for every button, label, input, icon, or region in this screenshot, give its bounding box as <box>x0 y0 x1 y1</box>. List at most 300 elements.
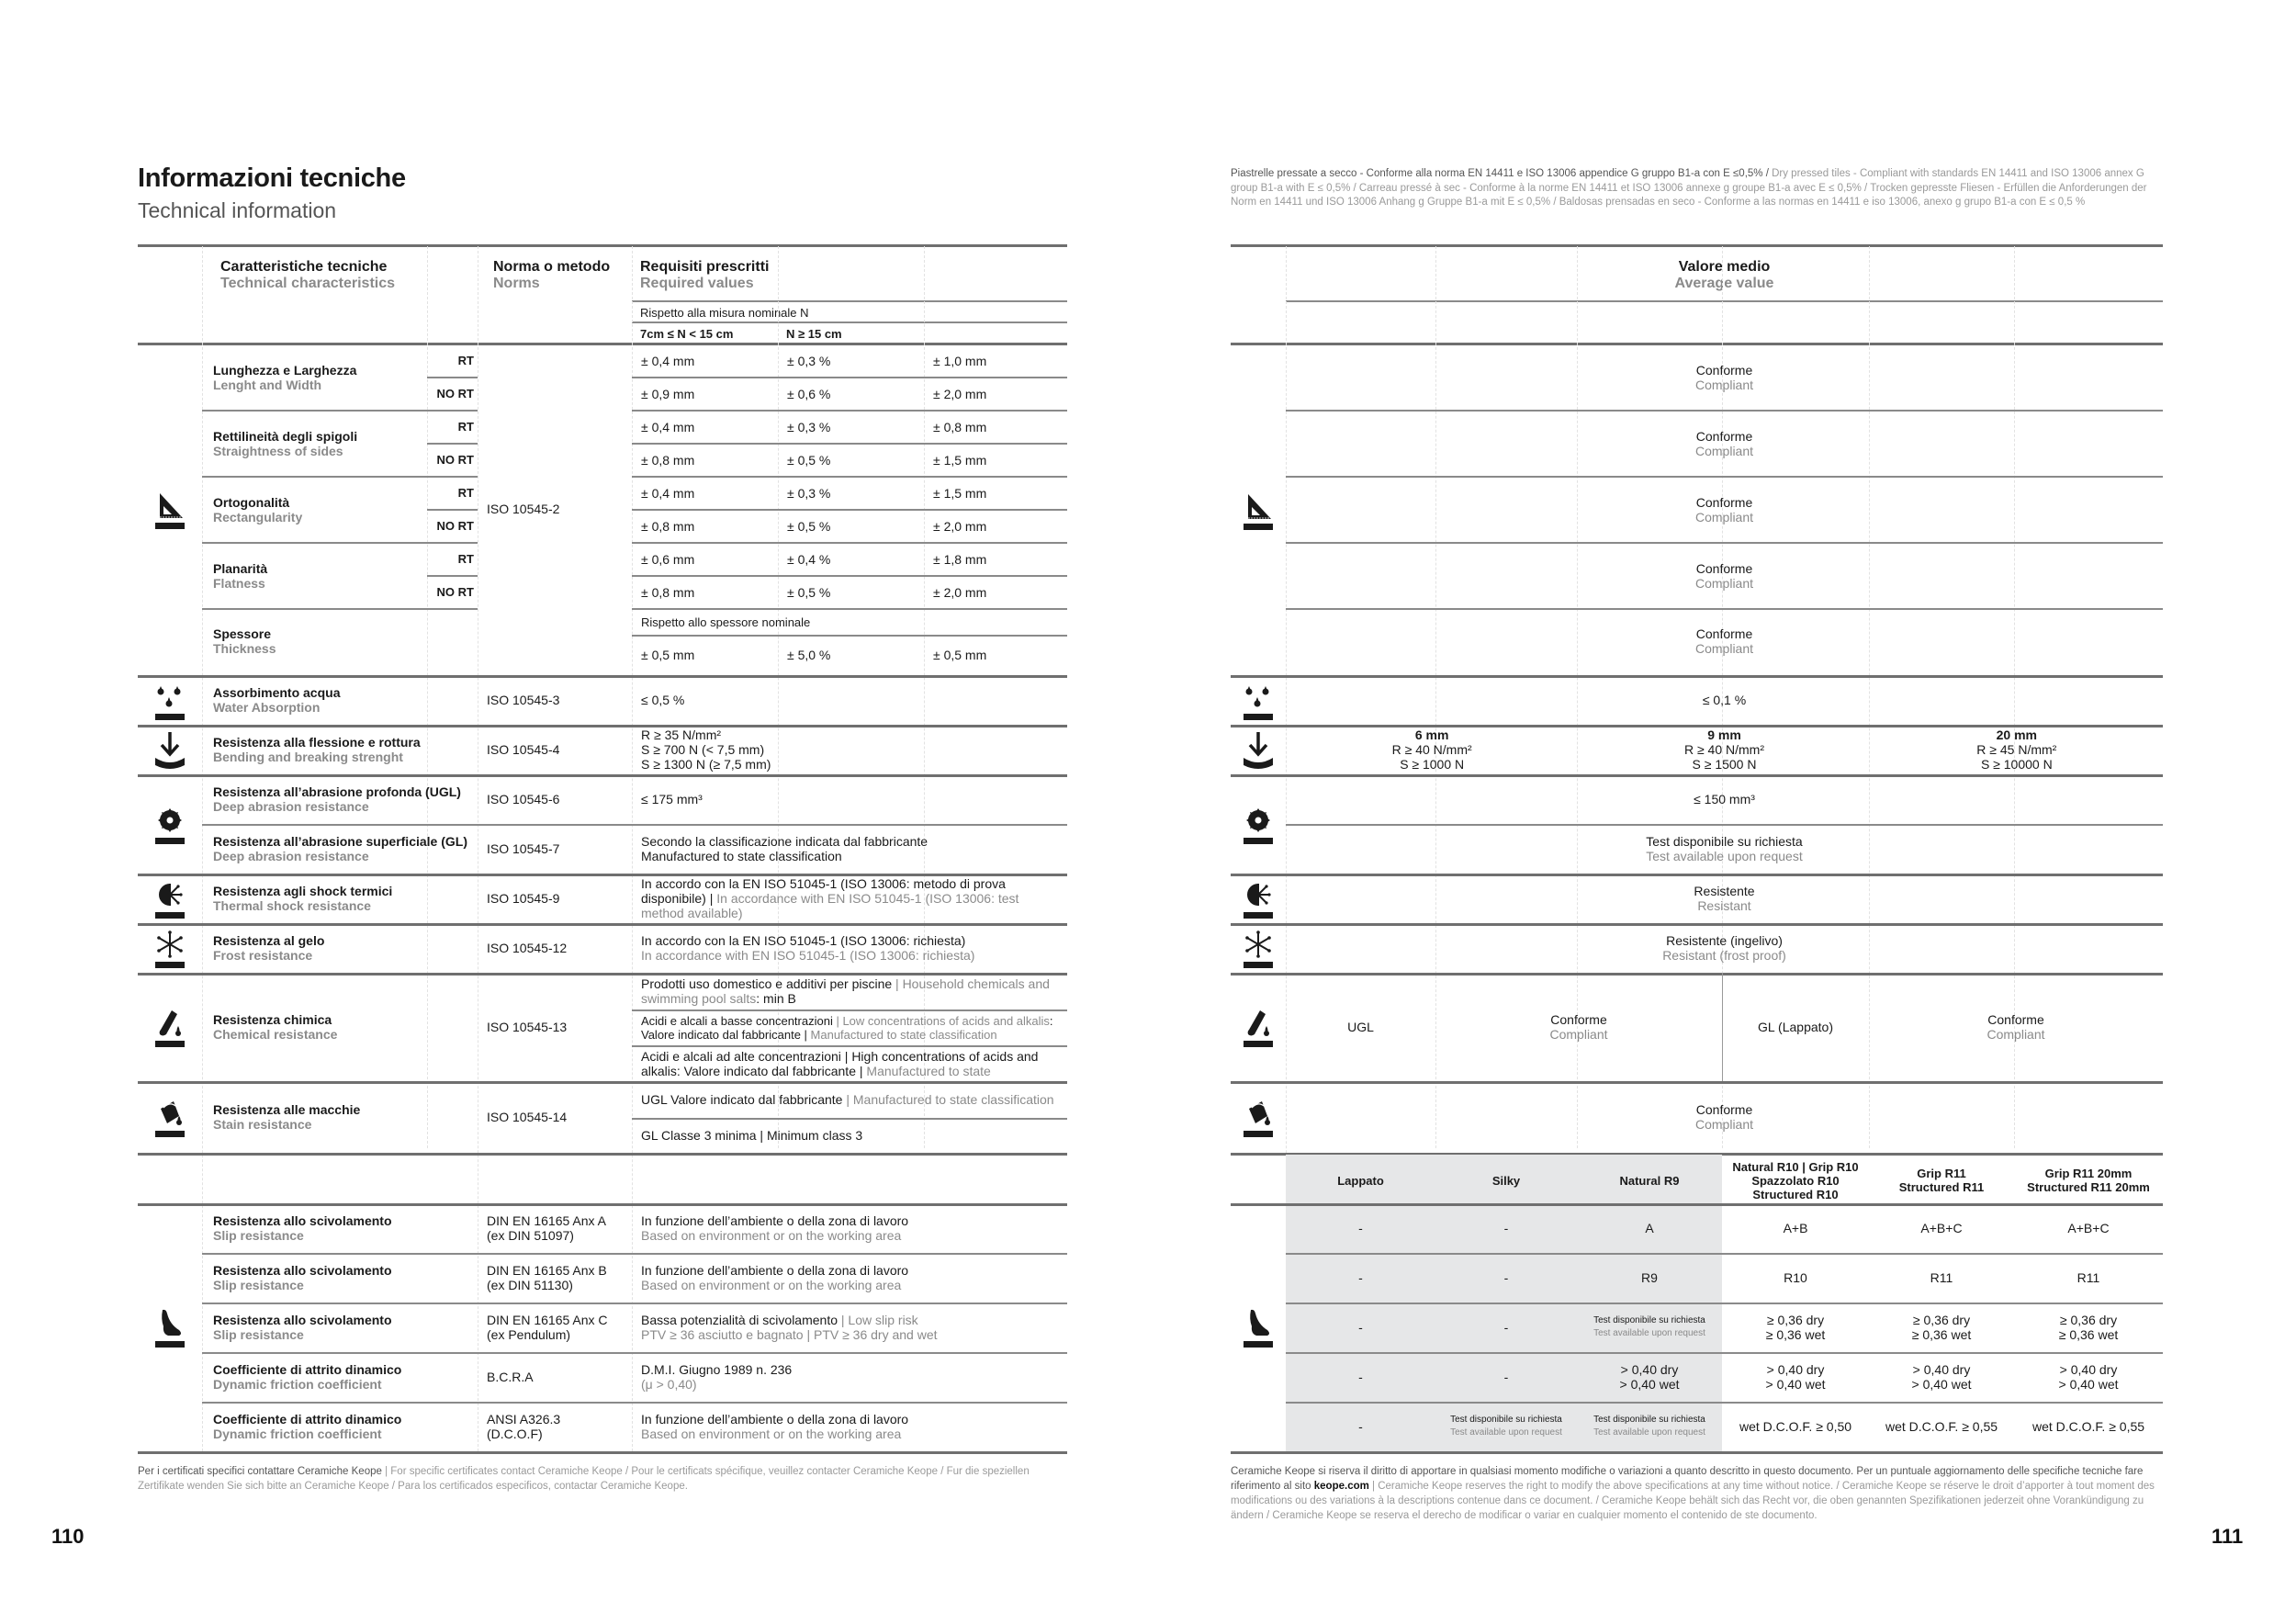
cell-text: ISO 10545-2 <box>487 502 560 516</box>
cell-text: Conforme <box>1695 1102 1753 1117</box>
slip-column-header: Natural R9 <box>1619 1173 1680 1188</box>
cell-text: DIN EN 16165 Anx C <box>487 1313 608 1327</box>
cell-text: Resistente (ingelivo) <box>1666 933 1783 948</box>
cell-text: Resistenza allo scivolamento <box>213 1263 392 1278</box>
cell-text: Test disponibile su richiesta <box>1646 834 1803 849</box>
cell-text: GL (Lappato) <box>1758 1020 1833 1034</box>
characteristic-label <box>213 344 424 411</box>
cell-text: Dynamic friction coefficient <box>213 1377 382 1392</box>
slip-value: - <box>1503 1320 1509 1335</box>
cell-text: Resistenza all’abrasione profonda (UGL) <box>213 784 461 799</box>
cell-text: DIN EN 16165 Anx A <box>487 1213 606 1228</box>
slip-value: ≥ 0,36 dry ≥ 0,36 wet <box>2058 1313 2119 1342</box>
tolerance-value <box>641 637 779 673</box>
compliant-value <box>1286 344 2163 411</box>
header-required <box>640 259 1007 292</box>
slip-value: > 0,40 dry > 0,40 wet <box>1619 1362 1680 1392</box>
frost-snowflake-icon <box>152 927 188 969</box>
cell-text: Resistenza al gelo <box>213 933 325 948</box>
tolerance-value <box>641 411 779 444</box>
characteristic-label <box>213 1081 479 1153</box>
slip-value: R11 <box>1930 1270 1953 1285</box>
cell-text: : Valore indicato dal fabbricante | <box>641 1014 1053 1042</box>
nominal-size-label <box>640 302 1007 322</box>
cell-text: NO RT <box>436 387 474 400</box>
divider <box>1231 1451 2163 1454</box>
cell-text: Manufactured to state <box>862 1064 991 1078</box>
tolerance-value <box>933 637 1071 673</box>
thermal-shock-value <box>1286 874 2163 923</box>
required-value <box>641 1402 1068 1451</box>
cell-text: UGL Valore indicato dal fabbricante <box>641 1092 843 1107</box>
cell-text: ± 0,5 mm <box>933 648 987 662</box>
cell-text: | Low concentrations of acids and alkalis <box>832 1014 1050 1028</box>
nort-label <box>427 444 474 477</box>
footer-translation-text: | Ceramiche Keope reserves the right to modify the above specifications at any time without notice. / Ceramiche Keope se réserve le droit d’apporter à tout moment des modifications ou des variations à la descriptions contenue dans ce document. / Ceramiche Keope behält sich das Recht vor, die oben genannten Spezifikationen jederzeit ohne Vorankündigung zu ändern / Ceramiche Keope se reserva el derecho de modificar o variar en cualquier momento el contenido de ste documento. <box>1231 1481 2155 1521</box>
cell-text: RT <box>457 354 474 367</box>
slip-value: A+B <box>1783 1221 1808 1235</box>
cell-text: Conforme <box>1987 1012 2044 1027</box>
cell-text: ISO 10545-13 <box>487 1020 568 1034</box>
divider <box>1286 300 2163 302</box>
characteristic-label <box>213 543 424 609</box>
bending-value <box>1286 725 1578 774</box>
cell-text: Conforme <box>1695 495 1753 510</box>
cell-text: PTV ≥ 36 asciutto e bagnato | PTV ≥ 36 dry and wet <box>641 1327 938 1342</box>
tolerance-value <box>787 510 925 543</box>
cell-text: Coefficiente di attrito dinamico <box>213 1412 402 1427</box>
cell-text: ± 0,5 % <box>787 585 831 600</box>
cell-text: Resistenza all’abrasione superficiale (GL) <box>213 834 467 849</box>
cell-text: | Manufactured to state classification <box>842 1092 1054 1107</box>
header-average-value <box>1286 259 2163 292</box>
cell-text: ± 2,0 mm <box>933 585 987 600</box>
tolerance-value <box>933 444 1071 477</box>
cell-text: B.C.R.A <box>487 1370 534 1384</box>
intro-it-text: Piastrelle pressate a secco - Conforme alla norma EN 14411 e ISO 13006 appendice G gruppo B1-a con E ≤0,5% / <box>1231 168 1769 179</box>
cell-text: ± 0,9 mm <box>641 387 695 401</box>
cell-text: S ≥ 1000 N <box>1400 757 1465 772</box>
cell-text: Ortogonalità <box>213 495 290 510</box>
cell-text: ± 0,3 % <box>787 420 831 434</box>
cell-text: ≤ 150 mm³ <box>1694 792 1755 806</box>
slip-value: > 0,40 dry > 0,40 wet <box>2058 1362 2119 1392</box>
norm-value <box>487 774 634 824</box>
cell-text: Conforme <box>1695 561 1753 576</box>
required-value <box>641 725 1064 774</box>
tolerance-value <box>787 576 925 609</box>
bending-value <box>1578 725 1870 774</box>
cell-text: ISO 10545-9 <box>487 891 560 906</box>
cell-text: In funzione dell’ambiente o della zona di lavoro <box>641 1213 909 1228</box>
header-norms <box>493 259 631 292</box>
cell-text: Coefficiente di attrito dinamico <box>213 1362 402 1377</box>
cell-text: Bassa potenzialità di scivolamento <box>641 1313 838 1327</box>
norm-value <box>487 973 634 1081</box>
compliant-value <box>1286 609 2163 673</box>
cell-text: S ≥ 700 N (< 7,5 mm) <box>641 742 765 757</box>
tolerance-value <box>787 477 925 510</box>
characteristic-label <box>213 1203 479 1253</box>
slip-value: wet D.C.O.F. ≥ 0,55 <box>1885 1419 1998 1434</box>
chemical-tube-icon <box>1240 1006 1277 1048</box>
divider <box>632 575 1067 577</box>
tolerance-value <box>641 576 779 609</box>
tolerance-value <box>933 510 1071 543</box>
cell-text: Flatness <box>213 576 265 591</box>
cell-text: Compliant <box>1986 1027 2045 1042</box>
frost-snowflake-icon <box>1240 927 1277 969</box>
cell-text: In funzione dell’ambiente o della zona di lavoro <box>641 1412 909 1427</box>
cell-text: (D.C.O.F) <box>487 1427 543 1441</box>
cell-text: Compliant <box>1694 510 1754 524</box>
slip-value: - <box>1503 1370 1509 1384</box>
tolerance-value <box>933 477 1071 510</box>
cell-text: Conforme <box>1695 363 1753 378</box>
cell-text: 6 mm <box>1414 727 1449 742</box>
cell-text: S ≥ 1500 N <box>1692 757 1757 772</box>
slip-column-header: Grip R11 20mm Structured R11 20mm <box>2027 1167 2150 1194</box>
cell-text: Deep abrasion resistance <box>213 799 369 814</box>
cell-text: Slip resistance <box>213 1327 304 1342</box>
slip-value: - <box>1503 1221 1509 1235</box>
footer-it-text: Ceramiche Keope si riserva il diritto di apportare in qualsiasi momento modifiche o variazioni a quanto descritto in questo documento. Per un puntuale aggiornamento delle specifiche tecniche fare riferimento al sito <box>1231 1466 2144 1492</box>
keope-link[interactable]: keope.com <box>1313 1481 1369 1492</box>
cell-text: Resistenza alle macchie <box>213 1102 361 1117</box>
tolerance-value <box>641 477 779 510</box>
norm-value <box>487 923 634 973</box>
cell-text: ± 0,8 mm <box>933 420 987 434</box>
tolerance-value <box>933 543 1071 576</box>
cell-text: ± 0,4 mm <box>641 486 695 501</box>
cell-text: Compliant <box>1549 1027 1608 1042</box>
shoe-slip-icon <box>152 1306 188 1348</box>
right-footer-note <box>1231 1464 2163 1523</box>
cell-text: NO RT <box>436 453 474 467</box>
norm-value <box>487 1081 634 1153</box>
cell-text: Dynamic friction coefficient <box>213 1427 382 1441</box>
bending-arrow-icon <box>1240 728 1277 771</box>
gl-label <box>1722 973 1869 1081</box>
cell-text: ± 0,3 % <box>787 486 831 501</box>
cell-text: ± 0,4 mm <box>641 354 695 368</box>
required-value <box>641 1119 1068 1152</box>
cell-text: ± 0,5 % <box>787 519 831 534</box>
cell-text: Frost resistance <box>213 948 313 963</box>
cell-text: Valore medio <box>1678 259 1771 275</box>
compliant-value <box>1286 477 2163 543</box>
slip-column-header: Lappato <box>1337 1173 1384 1188</box>
bending-value <box>1871 725 2163 774</box>
characteristic-label <box>213 874 479 923</box>
cell-text: Slip resistance <box>213 1228 304 1243</box>
cell-text: Resistente <box>1694 884 1755 898</box>
cell-text: (μ > 0,40) <box>641 1377 697 1392</box>
cell-text: | Household chemicals and swimming pool salts <box>641 976 1050 1006</box>
cell-text: ± 0,3 % <box>787 354 831 368</box>
cell-text: ± 0,8 mm <box>641 453 695 468</box>
cell-text: RT <box>457 552 474 566</box>
cell-text: Resistenza allo scivolamento <box>213 1313 392 1327</box>
cell-text: ANSI A326.3 <box>487 1412 561 1427</box>
stain-compliant <box>1286 1081 2163 1153</box>
tolerance-value <box>933 411 1071 444</box>
slip-value: A+B+C <box>2067 1221 2110 1235</box>
cell-text: | Low slip risk <box>838 1313 918 1327</box>
slip-value: A+B+C <box>1920 1221 1963 1235</box>
cell-text: ± 2,0 mm <box>933 519 987 534</box>
tolerance-value <box>933 378 1071 411</box>
norm-value <box>487 725 634 774</box>
norm-value <box>487 824 634 874</box>
cell-text: Based on environment or on the working area <box>641 1427 902 1441</box>
cell-text: ± 1,5 mm <box>933 486 987 501</box>
cell-text: Deep abrasion resistance <box>213 849 369 863</box>
nort-label <box>427 510 474 543</box>
required-value <box>641 1303 1068 1352</box>
required-value <box>641 874 1064 923</box>
rt-label <box>427 477 474 510</box>
characteristic-label <box>213 824 479 874</box>
cell-text: RT <box>457 486 474 500</box>
tolerance-value <box>787 637 925 673</box>
test-available-note: Test disponibile su richiesta Test available upon request <box>1593 1315 1705 1338</box>
characteristic-label <box>213 477 424 543</box>
characteristic-label <box>213 411 424 477</box>
bending-arrow-icon <box>152 728 188 771</box>
tolerance-value <box>641 444 779 477</box>
test-available-note: Test disponibile su richiesta Test available upon request <box>1593 1415 1705 1438</box>
cell-text: Technical characteristics <box>220 276 396 291</box>
tolerance-value <box>641 543 779 576</box>
gl-compliant <box>1869 973 2163 1081</box>
cell-text: | <box>705 891 717 906</box>
cell-text: UGL <box>1347 1020 1374 1034</box>
shoe-slip-icon <box>1240 1306 1277 1348</box>
stain-bucket-icon <box>1240 1096 1277 1138</box>
cell-text: Stain resistance <box>213 1117 312 1132</box>
cell-text: Based on environment or on the working area <box>641 1278 902 1292</box>
cell-text: ± 1,8 mm <box>933 552 987 567</box>
footer-translation-text: | For specific certificates contact Ceramiche Keope / Pour le certificats spécifique, veuillez contacter Ceramiche Keope / Fur die speziellen Zertifikate wenden Sie sich bitte an Ceramiche Keope / Para los certificados especificos, contactar Ceramiche Keope. <box>138 1466 1030 1492</box>
cell-text: Average value <box>1674 276 1774 291</box>
compliant-value <box>1286 411 2163 477</box>
thermal-shock-icon <box>1240 877 1277 919</box>
cell-text: Acidi e alcali ad alte concentrazioni | High concentrations of acids and alkalis: Valore indicato dal fabbricante | <box>641 1049 1039 1078</box>
slip-value: - <box>1358 1370 1363 1384</box>
required-value <box>641 923 1064 973</box>
cell-text: ≤ 0,5 % <box>641 693 685 707</box>
cell-text: Compliant <box>1694 444 1754 458</box>
cell-text: NO RT <box>436 585 474 599</box>
cell-text: Resistenza alla flessione e rottura <box>213 735 421 750</box>
rt-label <box>427 543 474 576</box>
slip-value: ≥ 0,36 dry ≥ 0,36 wet <box>1911 1313 1972 1342</box>
cell-text: R ≥ 40 N/mm² <box>1391 742 1472 757</box>
cell-text: (ex DIN 51097) <box>487 1228 574 1243</box>
cell-text: 20 mm <box>1996 727 2037 742</box>
cell-text: DIN EN 16165 Anx B <box>487 1263 607 1278</box>
deep-abrasion-value <box>1286 774 2163 824</box>
cell-text: Resistenza chimica <box>213 1012 332 1027</box>
rt-label <box>427 344 474 378</box>
norm-value <box>487 1203 638 1253</box>
cell-text: Test available upon request <box>1646 849 1803 863</box>
slip-value: R9 <box>1641 1270 1658 1285</box>
tolerance-value <box>641 510 779 543</box>
nort-label <box>427 378 474 411</box>
page-subtitle: Technical information <box>138 198 337 222</box>
cell-text: Norms <box>493 276 540 291</box>
cell-text: RT <box>457 420 474 434</box>
cell-text: ISO 10545-4 <box>487 742 560 757</box>
cell-text: ± 0,5 % <box>787 453 831 468</box>
cell-text: Resistant (frost proof) <box>1662 948 1786 963</box>
test-available-note: Test disponibile su richiesta Test available upon request <box>1450 1415 1562 1438</box>
surface-abrasion-value <box>1286 824 2163 874</box>
cell-text: ± 0,4 % <box>787 552 831 567</box>
tolerance-value <box>933 576 1071 609</box>
range-large-label <box>786 323 924 344</box>
slip-value: - <box>1503 1270 1509 1285</box>
tolerance-value <box>641 344 779 378</box>
cell-text: Rispetto alla misura nominale N <box>640 305 809 320</box>
table-top-rule <box>138 244 1067 247</box>
tolerance-value <box>641 378 779 411</box>
cell-text: ± 0,8 mm <box>641 519 695 534</box>
tolerance-value <box>933 344 1071 378</box>
cell-text: ≤ 175 mm³ <box>641 792 703 806</box>
characteristic-label <box>213 1253 479 1303</box>
abrasion-saw-icon <box>1240 803 1277 845</box>
cell-text: Manufactured to state classification <box>806 1028 997 1042</box>
thickness-note <box>641 609 1008 635</box>
characteristic-label <box>213 774 479 824</box>
intro-translation-text: Dry pressed tiles - Compliant with standards EN 14411 and ISO 13006 annex G group B1-a with E ≤ 0,5% / Carreau pressé à sec - Conforme à la norme EN 14411 et ISO 13006 annexe g groupe B1-a avec E ≤ 0,5% / Trocken gepresste Fliesen - Erfüllen die Anforderungen der Norm en 14411 und ISO 13006 Anhang g Gruppe B1-a mit E ≤ 0,5% / Baldosas prensadas en seco - Conforme a las normas en 14411 e iso 13006, anexo g grupo B1-a con E ≤ 0,5 % <box>1231 168 2147 208</box>
slip-value: > 0,40 dry > 0,40 wet <box>1911 1362 1972 1392</box>
slip-value: ≥ 0,36 dry ≥ 0,36 wet <box>1765 1313 1826 1342</box>
slip-value: wet D.C.O.F. ≥ 0,50 <box>1739 1419 1852 1434</box>
cell-text: ISO 10545-7 <box>487 841 560 856</box>
thermal-shock-icon <box>152 877 188 919</box>
characteristic-label <box>213 1352 479 1402</box>
cell-text: ± 0,8 mm <box>641 585 695 600</box>
tolerance-value <box>787 411 925 444</box>
cell-text: Straightness of sides <box>213 444 343 458</box>
cell-text: In accordo con la EN ISO 51045-1 (ISO 13006: richiesta) <box>641 933 966 948</box>
required-value <box>641 1046 1068 1081</box>
divider <box>138 1153 1067 1156</box>
cell-text: Norma o metodo <box>493 259 611 275</box>
cell-text: ± 1,5 mm <box>933 453 987 468</box>
cell-text: Conforme <box>1695 429 1753 444</box>
cell-text: S ≥ 1300 N (≥ 7,5 mm) <box>641 757 771 772</box>
water-drops-icon <box>1240 679 1277 721</box>
cell-text: Assorbimento acqua <box>213 685 341 700</box>
cell-text: Lenght and Width <box>213 378 322 392</box>
characteristic-label <box>213 675 479 725</box>
table-top-rule <box>1231 244 2163 247</box>
cell-text: In accordance with EN ISO 51045-1 (ISO 13006: richiesta) <box>641 948 975 963</box>
required-value <box>641 1352 1068 1402</box>
chemical-tube-icon <box>152 1006 188 1048</box>
cell-text: ISO 10545-14 <box>487 1110 568 1124</box>
cell-text: Thermal shock resistance <box>213 898 371 913</box>
cell-text: ± 5,0 % <box>787 648 831 662</box>
cell-text: ± 0,6 mm <box>641 552 695 567</box>
left-footer-note <box>138 1464 1067 1494</box>
frost-value <box>1286 923 2163 973</box>
required-value <box>641 1253 1068 1303</box>
slip-value: R10 <box>1784 1270 1807 1285</box>
characteristic-label <box>213 725 479 774</box>
ugl-label <box>1286 973 1435 1081</box>
characteristic-label <box>213 1402 479 1451</box>
divider <box>138 1451 1067 1454</box>
cell-text: Compliant <box>1694 641 1754 656</box>
cell-text: Requisiti prescritti <box>640 259 770 275</box>
cell-text: Rettilineità degli spigoli <box>213 429 358 444</box>
cell-text: Secondo la classificazione indicata dal fabbricante <box>641 834 929 849</box>
slip-value: - <box>1358 1270 1363 1285</box>
cell-text: Chemical resistance <box>213 1027 338 1042</box>
tolerance-value <box>787 543 925 576</box>
cell-text: NO RT <box>436 519 474 533</box>
required-value <box>641 973 1068 1009</box>
cell-text: Acidi e alcali a basse concentrazioni <box>641 1014 833 1028</box>
cell-text: R ≥ 35 N/mm² <box>641 727 722 742</box>
cell-text: ± 1,0 mm <box>933 354 987 368</box>
cell-text: D.M.I. Giugno 1989 n. 236 <box>641 1362 793 1377</box>
stain-bucket-icon <box>152 1096 188 1138</box>
water-absorption-value <box>1286 675 2163 725</box>
norm-value <box>487 1402 638 1451</box>
cell-text: N ≥ 15 cm <box>786 326 842 341</box>
cell-text: GL Classe 3 minima | Minimum class 3 <box>641 1128 863 1143</box>
compliant-value <box>1286 543 2163 609</box>
cell-text: Water Absorption <box>213 700 321 715</box>
cell-text: ± 0,6 % <box>787 387 831 401</box>
tolerance-value <box>787 344 925 378</box>
cell-text: Resistenza allo scivolamento <box>213 1213 392 1228</box>
cell-text: 9 mm <box>1707 727 1741 742</box>
cell-text: ISO 10545-6 <box>487 792 560 806</box>
slip-column-header: Silky <box>1491 1173 1521 1188</box>
cell-text: ± 0,5 mm <box>641 648 695 662</box>
slip-value: A <box>1645 1221 1654 1235</box>
cell-text: In accordo con la EN ISO 51045-1 (ISO 13006: metodo di prova disponibile) <box>641 876 1006 906</box>
norm-value <box>487 874 634 923</box>
cell-text: Conforme <box>1695 626 1753 641</box>
cell-text: Slip resistance <box>213 1278 304 1292</box>
divider <box>632 509 1067 511</box>
norm-value <box>487 1253 638 1303</box>
cell-text: R ≥ 40 N/mm² <box>1683 742 1764 757</box>
nort-label <box>427 576 474 609</box>
cell-text: (ex DIN 51130) <box>487 1278 573 1292</box>
slip-value: - <box>1358 1221 1363 1235</box>
page-number-right: 111 <box>2212 1525 2244 1548</box>
slip-column-header: Natural R10 | Grip R10 Spazzolato R10 Structured R10 <box>1732 1159 1859 1201</box>
cell-text: Conforme <box>1550 1012 1607 1027</box>
water-drops-icon <box>152 679 188 721</box>
set-square-icon <box>1240 489 1277 531</box>
required-value <box>641 1010 1068 1045</box>
cell-text: ± 0,4 mm <box>641 420 695 434</box>
divider <box>632 443 1067 445</box>
cell-text: (ex Pendulum) <box>487 1327 571 1342</box>
cell-text: Planarità <box>213 561 268 576</box>
